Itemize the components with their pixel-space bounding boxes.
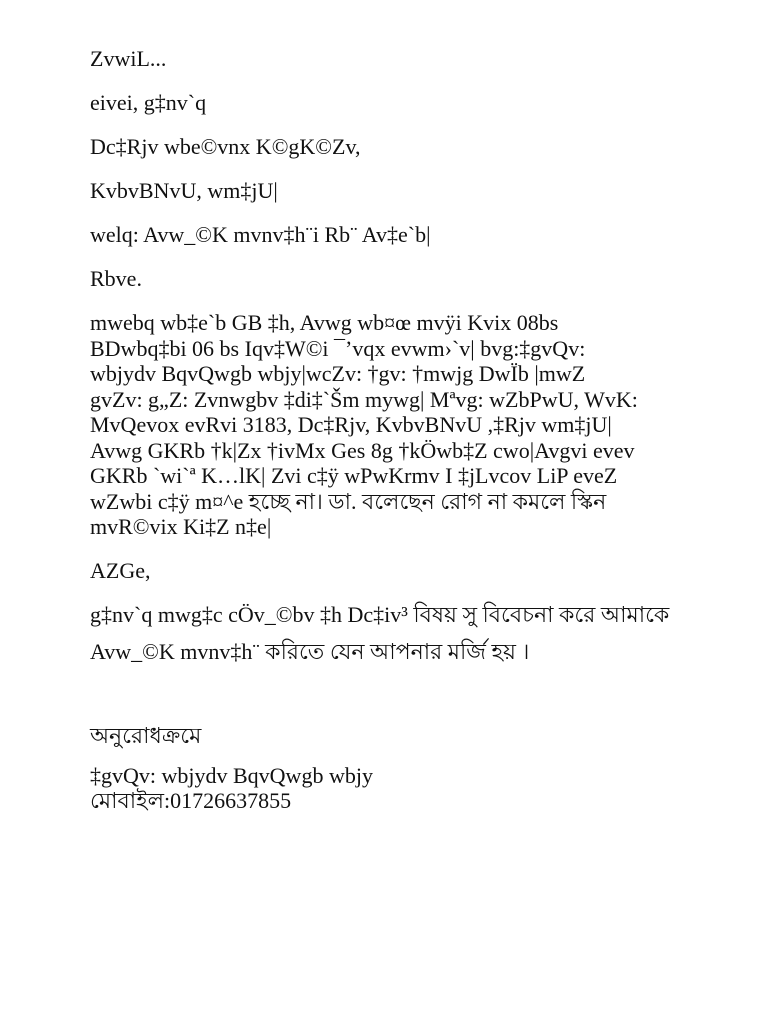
sender-name: ‡gvQv: wbjydv BqvQwgb wbjy xyxy=(90,762,373,788)
recipient-line-1: eivei, g‡nv`q xyxy=(90,90,207,115)
body-line: BDwbq‡bi 06 bs Iqv‡W©i ¯’vqx evwm›`v| bvg:‡gvQv: xyxy=(90,335,586,361)
body-line: wZwbi c‡ÿ m¤^e হচ্ছে না। ডা. বলেছেন রোগ না কমলে স্কিন xyxy=(90,488,607,514)
letter-document xyxy=(90,46,730,814)
subject-line: welq: Avw_©K mvnv‡h¨i Rb¨ Av‡e`b| xyxy=(90,222,431,247)
body-line: MvQevox evRvi 3183, Dc‡Rjv, KvbvBNvU ,‡Rjv wm‡jU| xyxy=(90,412,612,437)
body-line: gvZv: g„Z: Zvnwgbv ‡di‡`Šm mywg| Mªvg: wZbPwU, WvK: xyxy=(90,386,638,412)
body-line: wbjydv BqvQwgb wbjy|wcZv: †gv: †mwjg DwÏb |mwZ xyxy=(90,361,586,386)
salutation: Rbve. xyxy=(90,266,142,291)
recipient-line-3: KvbvBNvU, wm‡jU| xyxy=(90,178,278,203)
request-line: Avw_©K mvnv‡h¨ করিতে যেন আপনার মর্জি হয় । xyxy=(90,639,530,664)
recipient-line-2: Dc‡Rjv wbe©vnx K©gK©Zv, xyxy=(90,134,361,159)
sign-off: অনুরোধক্রমে xyxy=(90,722,202,748)
sender-mobile: মোবাইল:01726637855 xyxy=(90,788,292,813)
body-paragraph xyxy=(90,310,730,540)
body-line: GKRb `wi`ª K…lK| Zvi c‡ÿ wPwKrmv I ‡jLvcov LiP eveZ xyxy=(90,463,618,488)
body-line: mvR©vix Ki‡Z n‡e| xyxy=(90,514,272,539)
body-line: mwebq wb‡e`b GB ‡h, Avwg wb¤œ mvÿi Kvix 08bs xyxy=(90,310,559,335)
recipient-heading: ZvwiL... xyxy=(90,46,167,71)
body-line: Avwg GKRb †k|Zx †ivMx Ges 8g †kÖwb‡Z cwo|Avgvi evev xyxy=(90,437,635,463)
request-line: g‡nv`q mwg‡c cÖv_©bv ‡h Dc‡iv³ বিষয় সু বিবেচনা করে আমাকে xyxy=(90,601,670,627)
closing-word: AZGe, xyxy=(90,557,151,583)
request-paragraph xyxy=(90,602,730,665)
sender-block xyxy=(90,763,730,814)
